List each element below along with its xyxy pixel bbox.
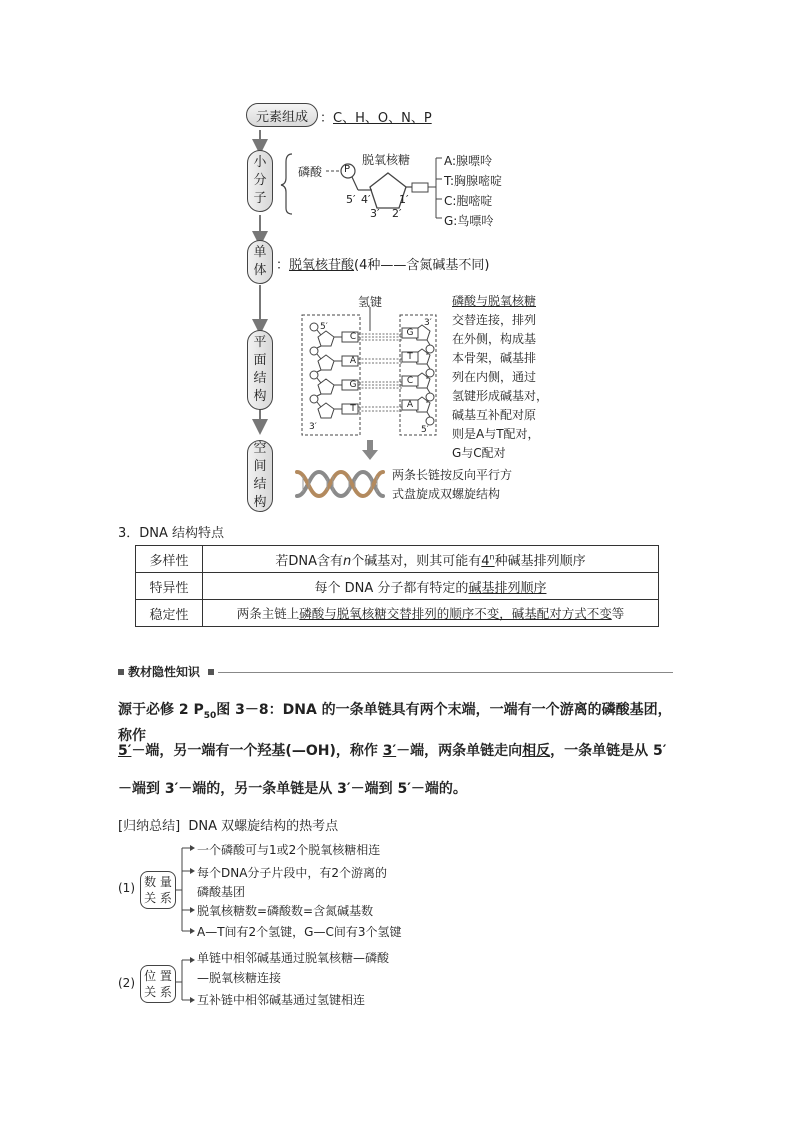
spatial-box xyxy=(247,440,273,512)
text: －端，两条单链走向 xyxy=(396,743,523,759)
list-item: 磷酸基团 xyxy=(197,885,246,899)
hidden-line-2 xyxy=(118,741,678,761)
planar-desc-line: 交替连接，排列 xyxy=(452,313,537,327)
monomer-name: 脱氧核苷酸 xyxy=(289,258,355,273)
box-char: 构 xyxy=(253,389,267,404)
var-n: n xyxy=(343,553,352,569)
text: 5′ xyxy=(118,743,132,759)
monomer-box xyxy=(247,240,273,284)
p-symbol: P xyxy=(344,164,351,175)
end-label: 3′ xyxy=(309,422,317,432)
list-item: A—T间有2个氢键，G—C间有3个氢键 xyxy=(197,925,402,939)
left-base: A xyxy=(349,356,357,366)
box-char: 小 xyxy=(253,155,267,170)
box-char: 结 xyxy=(253,477,267,492)
text: 个碱基对，则其可能有 xyxy=(351,553,482,569)
spatial-desc-line: 式盘旋成双螺旋结构 xyxy=(392,487,501,501)
planar-box xyxy=(247,330,273,410)
down-arrow-icon xyxy=(360,440,380,462)
subscript: 50 xyxy=(203,710,217,721)
double-helix-icon xyxy=(295,466,385,502)
text: DNA 双螺旋结构的热考点 xyxy=(188,819,339,834)
row-value xyxy=(203,546,659,573)
text: 若DNA含有 xyxy=(275,553,343,569)
text: 图 3－8：DNA 的一条单链具有两个末端，一端有一个游离的磷酸基团，称作 xyxy=(118,702,672,744)
end-label: 3′ xyxy=(424,318,432,328)
base-item: G:鸟嘌呤 xyxy=(444,214,494,228)
base-item: T:胸腺嘧啶 xyxy=(444,174,503,188)
table-row xyxy=(136,573,659,600)
exponent: n xyxy=(489,552,495,562)
row-key: 多样性 xyxy=(136,546,203,573)
group-1-items xyxy=(197,840,402,943)
hidden-heading-text: 教材隐性知识 xyxy=(128,665,201,679)
small-molecule-box xyxy=(247,150,273,212)
prime-1: 1′ xyxy=(399,193,409,206)
text: 每个 DNA 分子都有特定的 xyxy=(314,580,469,596)
hidden-line-3: －端到 3′－端的，另一条单链是从 3′－端到 5′－端的。 xyxy=(118,781,467,797)
text: 源于必修 2 P xyxy=(118,702,204,718)
group-2-number: (2) xyxy=(118,976,135,990)
box-char: 面 xyxy=(253,353,267,368)
box-char: 体 xyxy=(253,263,267,278)
box-line: 关 系 xyxy=(144,891,172,905)
text: 3′ xyxy=(382,743,397,759)
row-value xyxy=(203,573,659,600)
phosphate-label: 磷酸 xyxy=(298,165,323,179)
group-2-items xyxy=(197,948,389,1010)
square-bullet-icon xyxy=(208,669,214,675)
row-key: 稳定性 xyxy=(136,600,203,627)
planar-desc-line: 氢键形成碱基对， xyxy=(452,389,549,403)
group-1-number: (1) xyxy=(118,881,135,895)
text: 碱基排列顺序 xyxy=(468,580,547,596)
table-row xyxy=(136,546,659,573)
box-char: 单 xyxy=(253,245,267,260)
elements-value: ：C、H、O、N、P xyxy=(320,111,432,126)
table-row xyxy=(136,600,659,627)
text: 种碱基排列顺序 xyxy=(494,553,586,569)
base-list xyxy=(444,151,502,231)
right-base: G xyxy=(406,328,414,338)
right-base: T xyxy=(407,352,413,362)
prime-5: 5′ xyxy=(346,193,356,206)
left-base: T xyxy=(350,404,356,414)
box-line: 数 量 xyxy=(144,875,172,889)
list-item: 脱氧核糖数=磷酸数=含氮碱基数 xyxy=(197,904,374,918)
list-item: —脱氧核糖连接 xyxy=(197,971,282,985)
text: 磷酸与脱氧核糖交替排列的顺序不变，碱基配对方式不变 xyxy=(299,606,612,621)
quantity-relation-box xyxy=(140,871,176,909)
elements-box xyxy=(246,103,318,127)
row-value xyxy=(203,600,659,627)
prime-4: 4′ xyxy=(361,193,371,206)
text: 等 xyxy=(611,606,625,621)
prime-3: 3′ xyxy=(370,207,380,220)
right-base: A xyxy=(406,400,414,410)
text: 4 xyxy=(481,553,490,569)
hbond-label: 氢键 xyxy=(358,295,383,309)
text: ，一条单链是从 5′ xyxy=(550,743,667,759)
monomer-note: (4种——含氮碱基不同) xyxy=(354,258,490,273)
hidden-line-1 xyxy=(118,700,678,746)
hidden-knowledge-heading xyxy=(118,665,673,679)
sugar-label: 脱氧核糖 xyxy=(362,153,411,167)
box-char: 构 xyxy=(253,495,267,510)
planar-desc-line: 碱基互补配对原 xyxy=(452,408,537,422)
planar-description xyxy=(452,292,548,463)
square-bullet-icon xyxy=(118,669,124,675)
list-item: 单链中相邻碱基通过脱氧核糖—磷酸 xyxy=(197,951,390,965)
dna-features-table xyxy=(135,545,659,627)
box-char: 结 xyxy=(253,371,267,386)
box-line: 关 系 xyxy=(144,985,172,999)
section-3-title: 3．DNA 结构特点 xyxy=(118,526,225,541)
box-char: 平 xyxy=(253,335,267,350)
box-char: 空 xyxy=(253,441,267,456)
text: 相反 xyxy=(522,743,551,759)
right-base: C xyxy=(406,376,414,386)
end-label: 5′ xyxy=(421,425,429,435)
planar-desc-line: G与C配对 xyxy=(452,446,506,460)
elements-box-label: 元素组成 xyxy=(255,109,308,125)
planar-desc-line: 本骨架，碱基排 xyxy=(452,351,537,365)
base-item: A:腺嘌呤 xyxy=(444,154,493,168)
prime-2: 2′ xyxy=(392,207,402,220)
box-line: 位 置 xyxy=(144,969,172,983)
text: 两条主链上 xyxy=(236,606,300,621)
planar-desc-line: 磷酸与脱氧核糖 xyxy=(452,294,537,308)
planar-desc-line: 则是A与T配对， xyxy=(452,427,540,441)
box-char: 间 xyxy=(253,459,267,474)
box-char: 子 xyxy=(253,191,267,206)
end-label: 5′ xyxy=(320,322,328,332)
list-item: 每个DNA分子片段中，有2个游离的 xyxy=(197,866,388,880)
left-base: G xyxy=(349,380,357,390)
text: [归纳总结] xyxy=(118,819,181,834)
position-relation-box xyxy=(140,965,176,1003)
monomer-desc: ：脱氧核苷酸(4种——含氮碱基不同) xyxy=(276,258,490,273)
heading-rule xyxy=(218,672,673,673)
list-item: 一个磷酸可与1或2个脱氧核糖相连 xyxy=(197,843,381,857)
spatial-desc-line: 两条长链按反向平行方 xyxy=(392,468,513,482)
summary-heading xyxy=(118,815,338,834)
spatial-description xyxy=(392,466,512,504)
elements-value-text: C、H、O、N、P xyxy=(333,111,432,126)
text: －端，另一端有一个羟基(—OH)，称作 xyxy=(131,743,383,759)
planar-desc-line: 在外侧，构成基 xyxy=(452,332,537,346)
base-item: C:胞嘧啶 xyxy=(444,194,493,208)
row-key: 特异性 xyxy=(136,573,203,600)
list-item: 互补链中相邻碱基通过氢键相连 xyxy=(197,993,366,1007)
left-base: C xyxy=(349,332,357,342)
box-char: 分 xyxy=(253,173,267,188)
planar-desc-line: 列在内侧，通过 xyxy=(452,370,537,384)
